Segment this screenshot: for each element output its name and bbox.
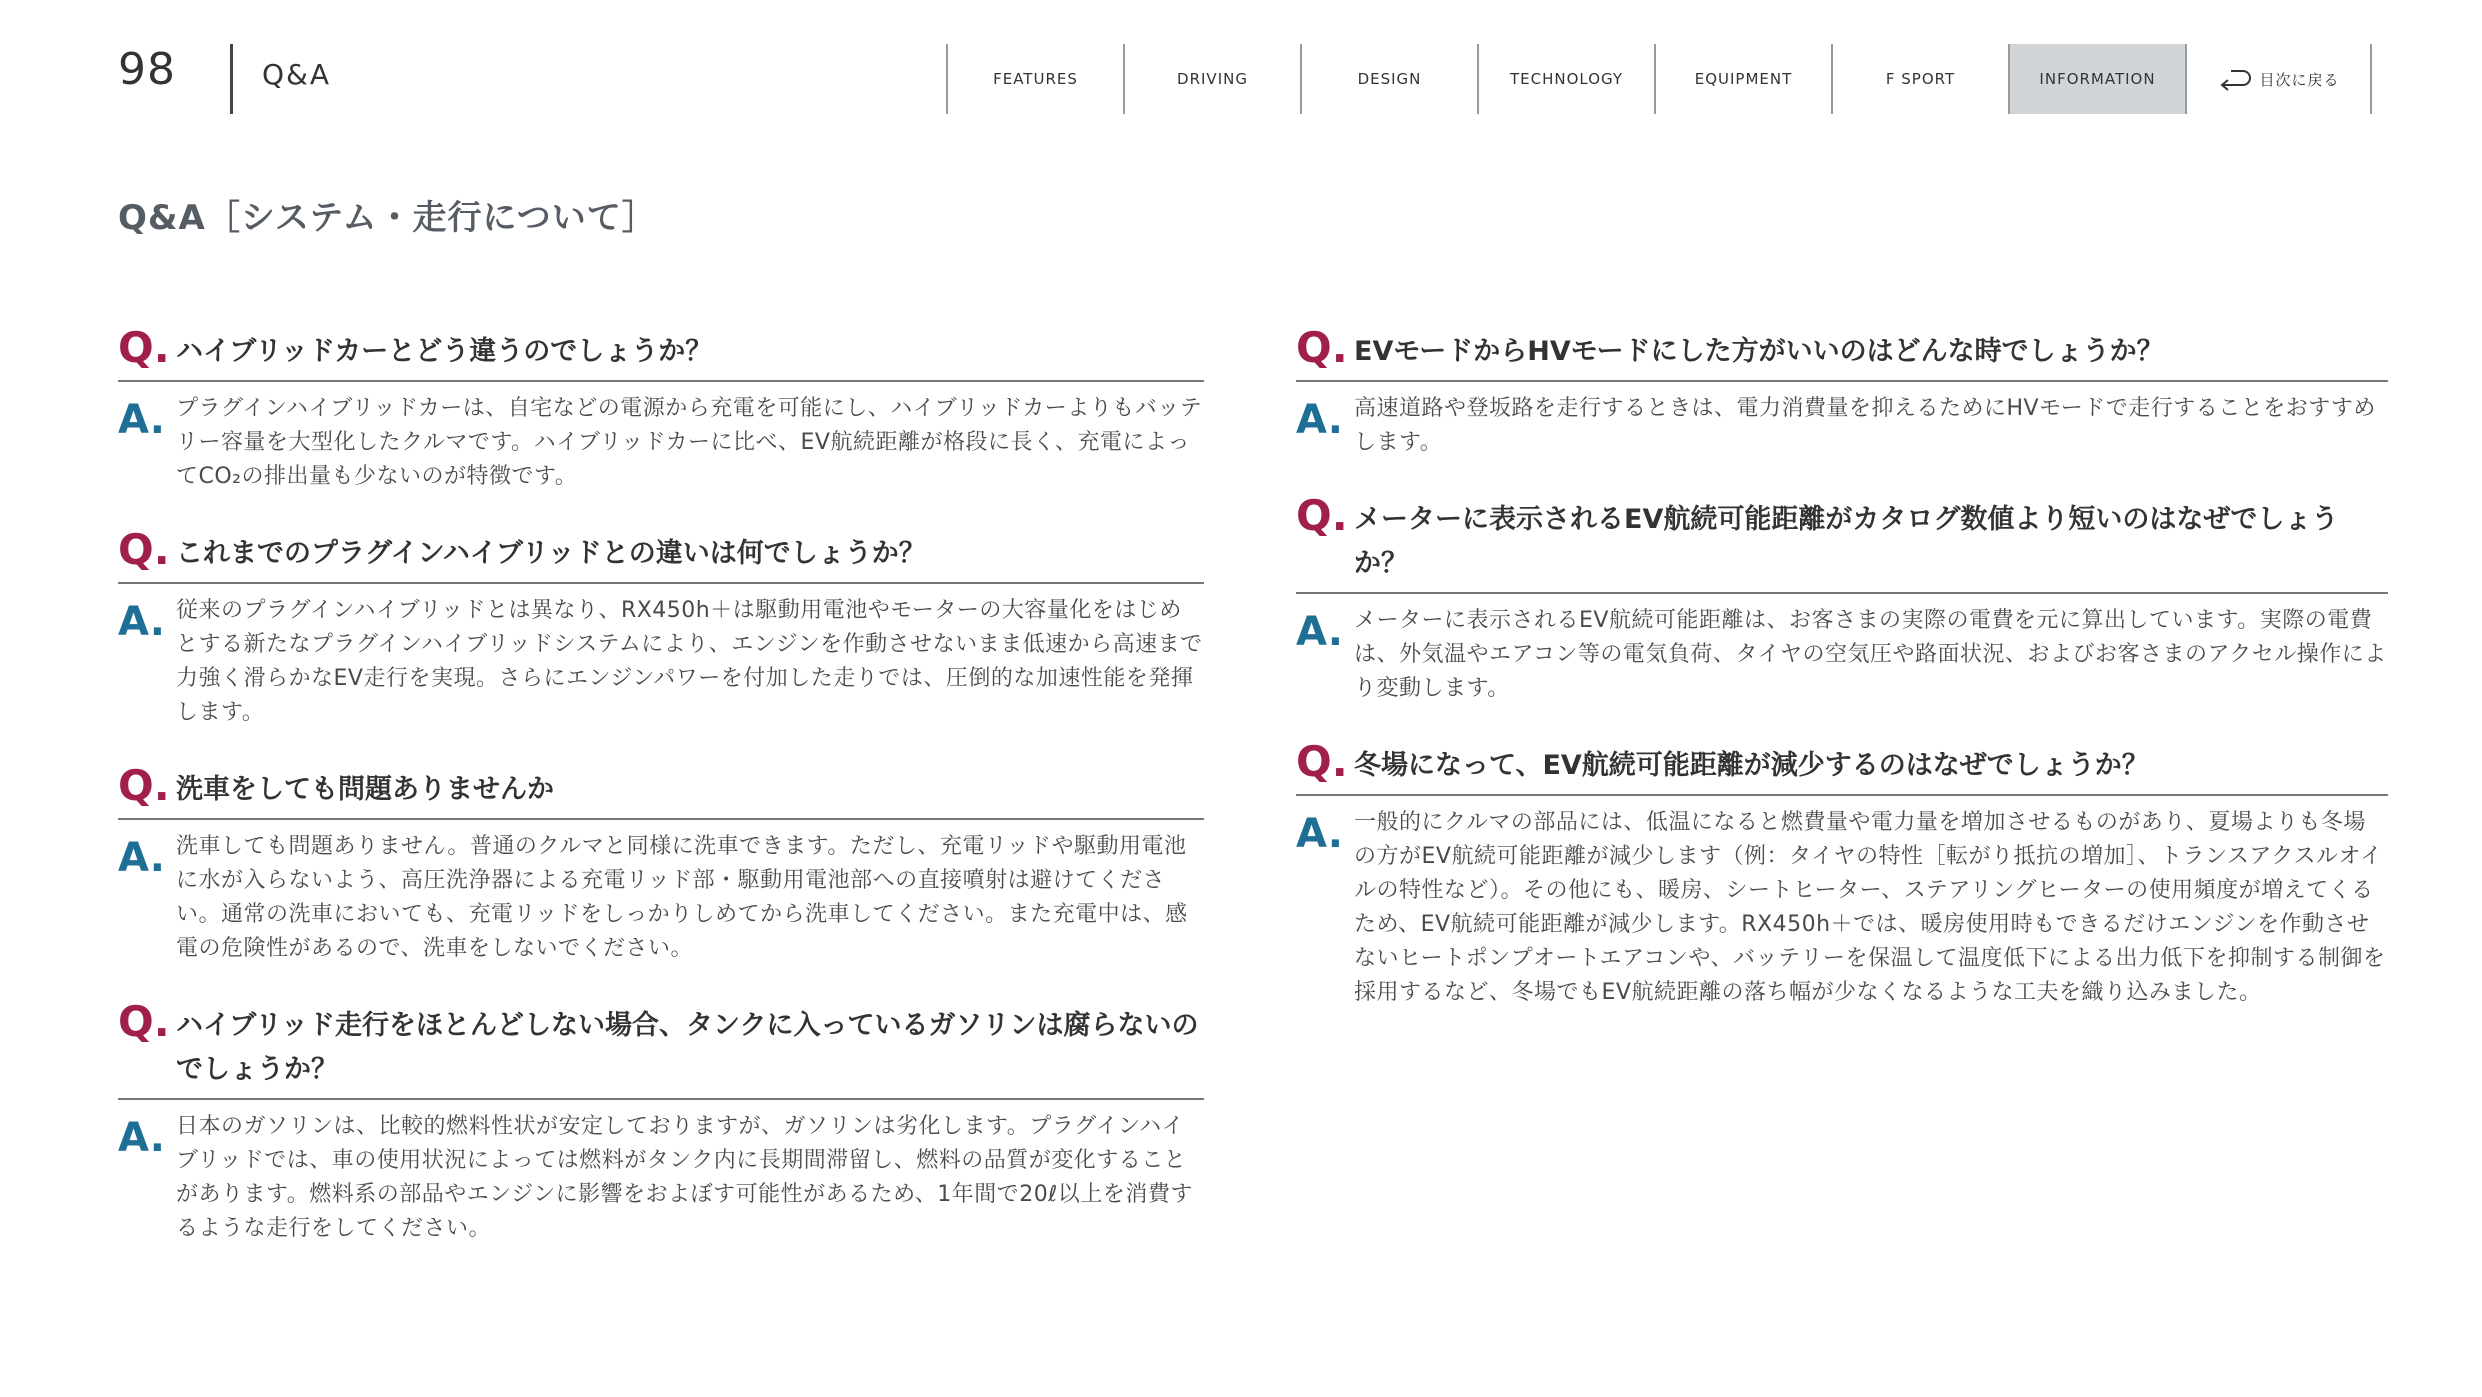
question-text: ハイブリッドカーとどう違うのでしょうか？: [176, 336, 713, 367]
question-text: 冬場になって、EV航続可能距離が減少するのはなぜでしょうか？: [1354, 750, 2149, 781]
question-mark: Q.: [118, 761, 170, 810]
qa-item: [118, 323, 1204, 494]
question-mark: Q.: [1296, 491, 1348, 540]
nav-f-sport[interactable]: F SPORT: [1833, 44, 2010, 114]
question-text: これまでのプラグインハイブリッドとの違いは何でしょうか？: [176, 538, 926, 569]
question-row: [118, 997, 1204, 1100]
back-label: 目次に戻る: [2259, 70, 2340, 89]
question-mark: Q.: [118, 323, 170, 372]
nav-equipment[interactable]: EQUIPMENT: [1656, 44, 1833, 114]
page-number: 98: [118, 44, 176, 95]
question-mark: Q.: [1296, 323, 1348, 372]
answer-text: 高速道路や登坂路を走行するときは、電力消費量を抑えるためにHVモードで走行することをおすすめします。: [1354, 396, 2376, 455]
question-text: 洗車をしても問題ありませんか: [176, 774, 554, 805]
question-row: [118, 761, 1204, 820]
answer-mark: A.: [1296, 811, 1343, 857]
section-name: Q&A: [262, 58, 332, 91]
answer-text: メーターに表示されるEV航続可能距離は、お客さまの実際の電費を元に算出しています。実際の電費は、外気温やエアコン等の電気負荷、タイヤの空気圧や路面状況、およびお客さまのアクセル操作により変動します。: [1354, 608, 2387, 701]
answer-row: [1296, 594, 2388, 706]
answer-mark: A.: [1296, 609, 1343, 655]
question-row: [118, 323, 1204, 382]
top-nav: [946, 44, 2372, 114]
answer-mark: A.: [118, 599, 165, 645]
qa-item: [1296, 737, 2388, 1010]
return-arrow-icon: [2217, 67, 2251, 91]
answer-text: 日本のガソリンは、比較的燃料性状が安定しておりますが、ガソリンは劣化します。プラグインハイブリッドでは、車の使用状況によっては燃料がタンク内に長期間滞留し、燃料の品質が変化することがあります。燃料系の部品やエンジンに影響をおよぼす可能性があるため、1年間で20ℓ以上を消費するような走行をしてください。: [176, 1114, 1193, 1241]
qa-item: [118, 761, 1204, 966]
question-mark: Q.: [1296, 737, 1348, 786]
answer-row: [1296, 796, 2388, 1010]
question-text: メーターに表示されるEV航続可能距離がカタログ数値より短いのはなぜでしょうか？: [1354, 504, 2339, 579]
answer-mark: A.: [118, 835, 165, 881]
answer-row: [118, 820, 1204, 966]
qa-item: [118, 525, 1204, 730]
question-text: ハイブリッド走行をほとんどしない場合、タンクに入っているガソリンは腐らないのでしょうか？: [176, 1010, 1199, 1085]
nav-technology[interactable]: TECHNOLOGY: [1479, 44, 1656, 114]
answer-row: [1296, 382, 2388, 460]
question-mark: Q.: [118, 997, 170, 1046]
answer-text: 洗車しても問題ありません。普通のクルマと同様に洗車できます。ただし、充電リッドや駆動用電池に水が入らないよう、高圧洗浄器による充電リッド部・駆動用電池部への直接噴射は避けてください。通常の洗車においても、充電リッドをしっかりしめてから洗車してください。また充電中は、感電の危険性があるので、洗車をしないでください。: [176, 834, 1188, 961]
question-row: [118, 525, 1204, 584]
answer-text: 従来のプラグインハイブリッドとは異なり、RX450h＋は駆動用電池やモーターの大容量化をはじめとする新たなプラグインハイブリッドシステムにより、エンジンを作動させないまま低速から高速まで力強く滑らかなEV走行を実現。さらにエンジンパワーを付加した走りでは、圧倒的な加速性能を発揮します。: [176, 598, 1203, 725]
question-row: [1296, 737, 2388, 796]
back-to-contents-button[interactable]: [2187, 44, 2372, 114]
answer-mark: A.: [118, 397, 165, 443]
answer-text: 一般的にクルマの部品には、低温になると燃費量や電力量を増加させるものがあり、夏場よりも冬場の方がEV航続可能距離が減少します（例：タイヤの特性［転がり抵抗の増加］、トランスアクスルオイルの特性など）。その他にも、暖房、シートヒーター、ステアリングヒーターの使用頻度が増えてくるため、EV航続可能距離が減少します。RX450h＋では、暖房使用時もできるだけエンジンを作動させないヒートポンプオートエアコンや、バッテリーを保温して温度低下による出力低下を抑制する制御を採用するなど、冬場でもEV航続距離の落ち幅が少なくなるような工夫を織り込みました。: [1354, 810, 2386, 1005]
answer-text: プラグインハイブリッドカーは、自宅などの電源から充電を可能にし、ハイブリッドカーよりもバッテリー容量を大型化したクルマです。ハイブリッドカーに比べ、EV航続距離が格段に長く、充電によってCO₂の排出量も少ないのが特徴です。: [176, 396, 1203, 489]
answer-row: [118, 382, 1204, 494]
question-mark: Q.: [118, 525, 170, 574]
question-row: [1296, 323, 2388, 382]
nav-features[interactable]: FEATURES: [948, 44, 1125, 114]
header-divider: [230, 44, 233, 114]
answer-mark: A.: [118, 1115, 165, 1161]
nav-design[interactable]: DESIGN: [1302, 44, 1479, 114]
answer-row: [118, 1100, 1204, 1246]
page-title: Q&A［システム・走行について］: [118, 198, 657, 238]
nav-driving[interactable]: DRIVING: [1125, 44, 1302, 114]
left-column: [118, 323, 1204, 1246]
answer-row: [118, 584, 1204, 730]
qa-item: [118, 997, 1204, 1246]
nav-information[interactable]: INFORMATION: [2010, 44, 2187, 114]
question-text: EVモードからHVモードにした方がいいのはどんな時でしょうか？: [1354, 336, 2164, 367]
question-row: [1296, 491, 2388, 594]
answer-mark: A.: [1296, 397, 1343, 443]
qa-item: [1296, 323, 2388, 460]
right-column: [1296, 323, 2388, 1010]
qa-item: [1296, 491, 2388, 706]
